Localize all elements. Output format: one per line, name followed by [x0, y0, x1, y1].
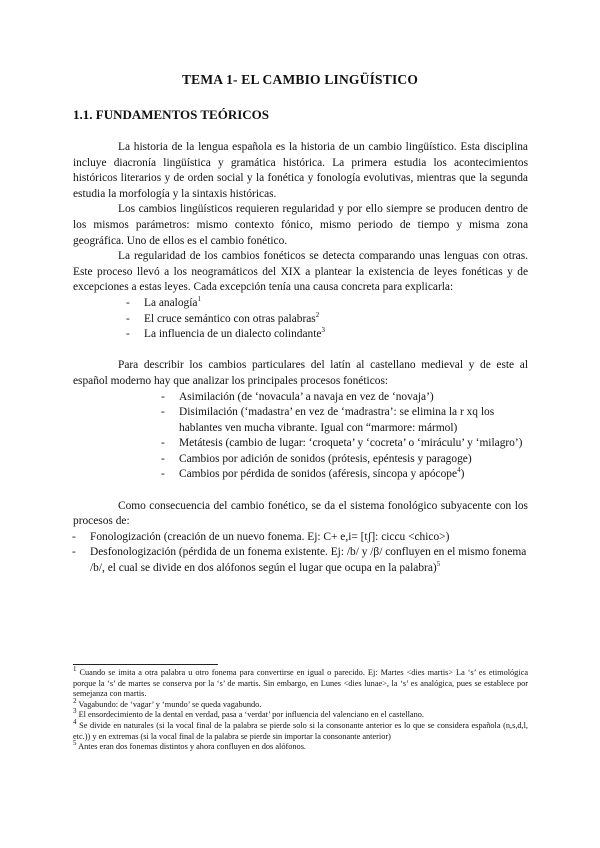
footnote-text: El ensordecimiento de la dental en verdad, pasa a ‘verdat’ por influencia del valenciano en el castellano.	[78, 710, 424, 720]
list-item-text: Asimilación (de ‘novacula’ a navaja en vez de ‘novaja’)	[179, 390, 434, 403]
footnote-number: 2	[73, 697, 77, 706]
footnote-number: 4	[73, 718, 77, 727]
list-item-text: Fonologización (creación de un nuevo fonema. Ej: C+ e,i= [tʃ]: ciccu <chico>)	[90, 530, 450, 543]
list-item	[72, 530, 528, 546]
list-item-text: Desfonologización (pérdida de un fonema existente. Ej: /b/ y /β/ confluyen en el mismo fonema /b/, el cual se divide en dos alófonos según el lugar que ocupa en la palabra)	[90, 546, 527, 575]
dash-bullet: -	[161, 406, 165, 419]
list-item-text: La analogía	[144, 296, 198, 309]
footnote-ref[interactable]: 5	[436, 560, 441, 569]
footnote-text: Se divide en naturales (si la vocal final de la palabra se pierde solo si la consonante anterior es lo que se considera española (n,s,d,l, etc.)) y en extremas (si la vocal final de la palabra se pierde sin importar la consonante anterior)	[73, 720, 528, 741]
footnote-number: 5	[73, 739, 77, 748]
footnote-ref[interactable]: 4	[457, 466, 461, 475]
list-item	[161, 452, 528, 468]
causes-list	[73, 296, 528, 343]
processes-list	[73, 390, 528, 484]
dash-bullet: -	[72, 546, 76, 559]
footnote-ref[interactable]: 3	[321, 326, 325, 335]
footnote-text: Vagabundo: de ‘vagar’ y ‘mundo’ se queda vagabundo.	[78, 699, 262, 709]
list-item-text: Cambios por adición de sonidos (prótesis, epéntesis y paragoge)	[179, 452, 472, 465]
dash-bullet: -	[126, 296, 130, 309]
paragraph: Para describir los cambios particulares del latín al castellano medieval y de este al español moderno hay que analizar los principales procesos fonéticos:	[73, 359, 528, 387]
list-item	[161, 436, 528, 452]
footnote-text: Cuando se imita a otra palabra u otro fonema para convertirse en igual o parecido. Ej: Martes <dies martis> La ‘s’ es etimológica porque la ‘s’ de martes se conserva por la ‘s’ de martis. Sin embargo, en Lunes <dies lunae>, la ‘s’ es analógica, pues se establece por semejanza con martis.	[73, 668, 528, 699]
list-item-text: Cambios por pérdida de sonidos (aféresis, síncopa y apócope	[179, 468, 458, 481]
paragraph: La historia de la lengua española es la historia de un cambio lingüístico. Esta disciplina incluye diacronía lingüística y gramática histórica. La primera estudia los acontecimientos históricos literarios y de orden social y la fonética y fonología evolutivas, mientras que la segunda estudia la morfología y la sintaxis históricas.	[73, 141, 528, 200]
footnote-separator	[73, 664, 218, 665]
list-item	[126, 326, 528, 343]
list-item-text: La influencia de un dialecto colindante	[144, 328, 322, 341]
list-item-text: Metátesis (cambio de lugar: ‘croqueta’ y ‘cocreta’ o ‘miráculu’ y ‘milagro’)	[179, 437, 523, 450]
footnote-number: 1	[73, 665, 77, 674]
phonology-list	[73, 530, 528, 577]
footnote-ref[interactable]: 1	[197, 295, 201, 304]
dash-bullet: -	[161, 452, 165, 465]
dash-bullet: -	[126, 312, 130, 325]
paragraph: Como consecuencia del cambio fonético, se da el sistema fonológico subyacente con los procesos de:	[73, 499, 528, 528]
footnote	[73, 707, 528, 721]
paragraph: La regularidad de los cambios fonéticos se detecta comparando unas lenguas con otras. Este proceso llevó a los neogramáticos del XIX a plantear la existencia de leyes fonéticas y de excepciones a estas leyes. Cada excepción tenía una causa concreta para explicarla:	[73, 250, 528, 294]
footnote-ref[interactable]: 2	[315, 310, 320, 319]
list-item-text: Disimilación (‘madastra’ en vez de ‘madrastra’: se elimina la r xq los hablantes ven mucha vibrante. Igual con “marmore: mármol)	[179, 406, 495, 434]
list-item	[161, 466, 528, 483]
list-item	[126, 295, 528, 312]
footnote	[73, 665, 528, 700]
document-title: TEMA 1- EL CAMBIO LINGÜÍSTICO	[181, 72, 419, 87]
list-item-text: El cruce semántico con otras palabras	[144, 312, 316, 325]
dash-bullet: -	[72, 530, 76, 543]
footnotes	[73, 664, 528, 753]
footnote-text: Antes eran dos fonemas distintos y ahora confluyen en dos alófonos.	[78, 742, 307, 752]
footnote	[73, 739, 528, 753]
dash-bullet: -	[161, 468, 165, 481]
section-heading: 1.1. FUNDAMENTOS TEÓRICOS	[73, 107, 269, 122]
document-body	[73, 140, 528, 577]
list-item-text: )	[460, 468, 465, 481]
dash-bullet: -	[126, 328, 130, 341]
list-item	[161, 390, 528, 406]
footnote	[73, 697, 528, 711]
footnote	[73, 718, 528, 742]
dash-bullet: -	[161, 437, 165, 450]
footnote-number: 3	[73, 707, 77, 716]
list-item	[126, 310, 528, 328]
dash-bullet: -	[161, 390, 165, 403]
list-item	[72, 545, 528, 576]
list-item	[161, 405, 528, 436]
paragraph: Los cambios lingüísticos requieren regularidad y por ello siempre se producen dentro de los mismos parámetros: mismo contexto fónico, mismo periodo de tiempo y misma zona geográfica. Uno de ellos es el cambio fonético.	[73, 203, 528, 247]
